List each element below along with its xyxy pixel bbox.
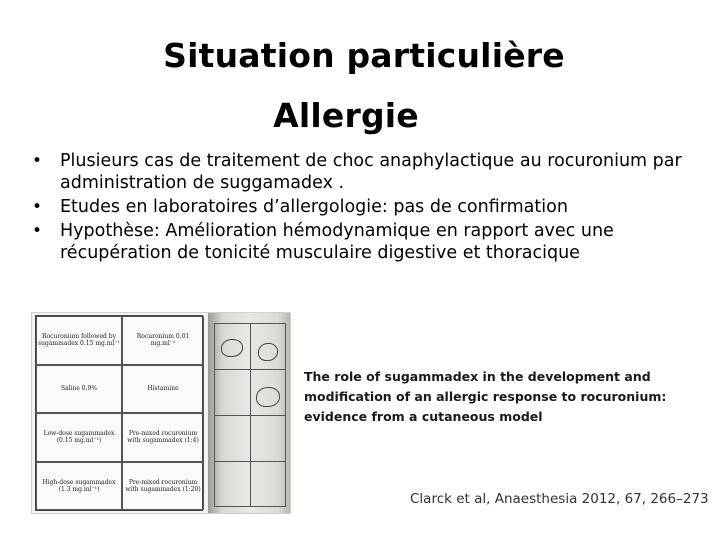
table-cell: Pre-mixed rocuronium with sugammadex (1:20): [122, 462, 204, 511]
slide-title-line-1: Situation particulière: [163, 36, 565, 75]
skin-test-table: [35, 315, 203, 511]
skin-test-figure: [31, 312, 291, 514]
bullet-item: • Hypothèse: Amélioration hémodynamique en rapport avec une récupération de tonicité musculaire digestive et thoracique: [32, 220, 712, 264]
forearm-skin-photo: [208, 313, 290, 513]
wheal-mark: [258, 343, 278, 361]
figure-caption: The role of sugammadex in the development and modification of an allergic response to rocuronium: evidence from a cutaneous model: [304, 369, 667, 424]
table-cell: Saline 0.9%: [36, 365, 122, 414]
bullet-item: • Etudes en laboratoires d’allergologie: pas de confirmation: [32, 196, 712, 218]
slide-title-line-2: Allergie: [273, 96, 419, 135]
bullet-item: • Plusieurs cas de traitement de choc anaphylactique au rocuronium par administration de suggamadex .: [32, 150, 712, 194]
table-cell: Low-dose sugammadex (0.15 mg.ml⁻¹): [36, 413, 122, 462]
wheal-mark: [221, 339, 243, 357]
wheal-mark: [256, 387, 280, 407]
reference-citation: Clarck et al, Anaesthesia 2012, 67, 266–273: [410, 491, 709, 507]
table-cell: High-dose sugammadex (1.3 mg.ml⁻¹): [36, 462, 122, 511]
table-cell: Pre-mixed rocuronium with sugammadex (1:4): [122, 413, 204, 462]
bullet-list: [32, 150, 712, 266]
table-cell: Rocuronium followed by sugammadex 0.15 mg.ml⁻¹: [36, 316, 122, 365]
table-cell: Rocuronium 0.01 mg.ml⁻¹: [122, 316, 204, 365]
table-cell: Histamine: [122, 365, 204, 414]
skin-grid: [214, 323, 286, 507]
